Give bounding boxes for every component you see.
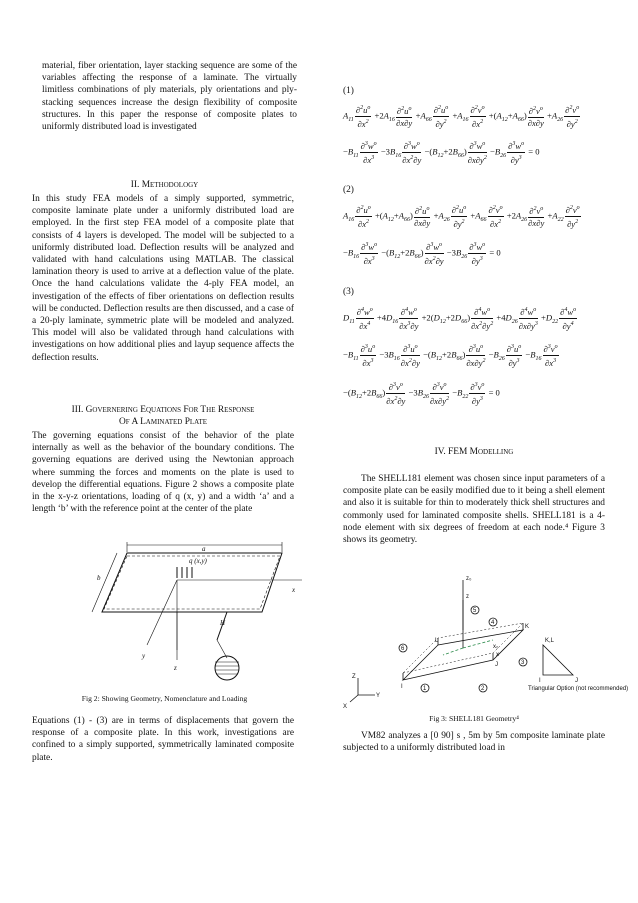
- methodology-heading: II. Methodology: [130, 180, 199, 190]
- fem-paragraph: The SHELL181 element was chosen since input parameters of a composite plate can be easily modified due to it being a shell element and also it is suitable for thin to moderately thick shell structures and commonly used for laminated composite shells. SHELL181 is a 4-node element with six degrees of freedom at each node.⁴ Figure 3 shows its geometry.: [343, 474, 605, 546]
- fig3-node-j: J: [495, 662, 498, 668]
- figure-2-plate-diagram: [77, 540, 297, 690]
- eq-label-2: (2): [343, 185, 354, 195]
- eq-label-3: (3): [343, 287, 354, 297]
- fig3-label-z: z: [466, 594, 469, 600]
- fig3-node-k: K: [525, 624, 530, 630]
- eq-label-1: (1): [343, 86, 354, 96]
- governing-paragraph: The governing equations consist of the behavior of the plate internally as well as the behavior of the boundary conditions. The governing equations are derived using the Newtonian approach where summing the forces and moments on the plate is used to develop the differential equations. Figure 2 shows a composite plate in the x-y-z orientations, loading of q (x, y) and a width ‘a’ and a length ‘b’ with the reference point at the center of the plate: [32, 431, 294, 515]
- governing-heading-line2: Of A Laminated Plate: [118, 417, 208, 427]
- equation-1-line-2: $-B_{11}$ $\frac{\partial^3w^o}{\partial x^3}$ $-3B_{16}$ $\frac{\partial^3w^o}{\partial x^2\partial y}$ $-(B_{12}+2B_{66})$ $\frac{\partial^3w^o}{\partial x\partial y^2}$ $-B_{26}$ $\frac{\partial^3w^o}{\partial y^3}$ = 0: [343, 140, 540, 165]
- equations-paragraph: Equations (1) - (3) are in terms of displacements that govern the response of a composite plate. In this work, investigations are confined to a simply supported, symmetrically laminated composite plate.: [32, 716, 294, 763]
- fig3-node-j-tri: J: [575, 678, 578, 684]
- fig3-face-3: 3: [521, 660, 525, 666]
- fig3-face-4: 4: [491, 620, 495, 626]
- fig3-face-5: 5: [473, 608, 477, 614]
- fig3-label-zo: z₀: [466, 576, 472, 582]
- fig2-label-q: q (x,y): [189, 557, 207, 565]
- methodology-paragraph: In this study FEA models of a simply supported, symmetric, composite laminate plate under a uniformly distributed load are employed. In the first step FEA model of a composite plate that consists of 4 layers is developed. The model will be subjected to a uniformly distributed load. Deflection results will be analyzed and validated with hand calculations using MATLAB. The classical lamination theory is used to arrive at a deflection value of the plate. Once the hand calculations validate the 4-ply FEA model, an investigation of the effects of fiber orientations on deflection results will be conducted. Deflection results are then discussed, and a case of a 20-ply laminate, symmetric plate will be modeled and analyzed. This model will also be validated through hand calculations with investigations on how additional plies and layup sequence affects the deflection results.: [32, 194, 294, 363]
- fig3-label-Y: Y: [376, 693, 381, 699]
- equation-3-line-1: $D_{11}$ $\frac{\partial^4w^o}{\partial x^4}$ $+4D_{16}$ $\frac{\partial^4w^o}{\partial x^3\partial y}$ $+2(D_{12}+2D_{66})$ $\frac{\partial^4w^o}{\partial x^2\partial y^2}$ $+4D_{26}$ $\frac{\partial^4w^o}{\partial x\partial y^3}$ $+D_{22}$ $\frac{\partial^4w^o}{\partial y^4}$: [343, 306, 577, 331]
- figure-2-caption: Fig 2: Showing Geometry, Nomenclature and Loading: [81, 694, 248, 703]
- fig3-label-X: X: [343, 704, 348, 710]
- fig3-node-l: L: [435, 638, 439, 644]
- fig3-node-i-tri: I: [539, 678, 541, 684]
- fig2-label-z: z: [174, 664, 177, 672]
- equation-3-line-3: $-(B_{12}+2B_{66})$ $\frac{\partial^3v^o}{\partial x^2\partial y}$ $-3B_{26}$ $\frac{\partial^3v^o}{\partial x\partial y^2}$ $-B_{22}$ $\frac{\partial^3v^o}{\partial y^3}$ = 0: [343, 381, 500, 406]
- fig3-node-kl: K,L: [545, 638, 555, 644]
- equation-2-line-2: $-B_{16}$ $\frac{\partial^3w^o}{\partial x^3}$ $-(B_{12}+2B_{66})$ $\frac{\partial^3w^o}{\partial x^2\partial y}$ $-3B_{26}$ $\frac{\partial^3w^o}{\partial y^3}$ = 0: [343, 241, 501, 266]
- vm82-paragraph: VM82 analyzes a [0 90] s , 5m by 5m composite laminate plate subjected to a uniformly distributed load in: [343, 731, 605, 754]
- fig3-label-xo: x₀: [493, 644, 499, 650]
- fig2-label-a: a: [202, 545, 206, 553]
- intro-paragraph: material, fiber orientation, layer stacking sequence are some of the variables affecting the response of a laminate. The virtually limitless combinations of ply materials, ply orientations and ply-stacking sequences increase the design flexibility of composite structures. In this paper the response of composite plates to uniformly distributed load is investigated: [42, 61, 297, 133]
- governing-heading-line1: III. Governering Equations For The Response: [71, 405, 255, 415]
- fem-heading: IV. FEM Modelling: [434, 447, 514, 457]
- fig3-label-x: x: [496, 652, 499, 658]
- equation-2-line-1: $A_{16}$ $\frac{\partial^2u^o}{\partial x^2}$ $+(A_{12}+A_{66})$ $\frac{\partial^2u^o}{\partial x\partial y}$ $+A_{26}$ $\frac{\partial^2u^o}{\partial y^2}$ $+A_{66}$ $\frac{\partial^2v^o}{\partial x^2}$ $+2A_{26}$ $\frac{\partial^2v^o}{\partial x\partial y}$ $+A_{22}$ $\frac{\partial^2v^o}{\partial y^2}$: [343, 204, 580, 229]
- fig3-face-2: 2: [481, 686, 485, 692]
- equation-1-line-1: $A_{11}$ $\frac{\partial^2u^o}{\partial x^2}$ $+2A_{16}$ $\frac{\partial^2u^o}{\partial x\partial y}$ $+A_{66}$ $\frac{\partial^2u^o}{\partial y^2}$ $+A_{16}$ $\frac{\partial^2v^o}{\partial x^2}$ $+(A_{12}+A_{66})$ $\frac{\partial^2v^o}{\partial x\partial y}$ $+A_{26}$ $\frac{\partial^2v^o}{\partial y^2}$: [343, 104, 580, 129]
- fig3-label-Z: Z: [352, 674, 356, 680]
- fig2-label-y: y: [142, 652, 146, 660]
- fig2-label-h: H: [220, 619, 226, 627]
- fig3-face-1: 1: [423, 686, 427, 692]
- equation-3-line-2: $-B_{11}$ $\frac{\partial^3u^o}{\partial x^3}$ $-3B_{16}$ $\frac{\partial^3u^o}{\partial x^2\partial y}$ $-(B_{12}+2B_{66})$ $\frac{\partial^3u^o}{\partial x\partial y^2}$ $-B_{26}$ $\frac{\partial^3u^o}{\partial y^3}$ $-B_{16}$ $\frac{\partial^3v^o}{\partial x^3}$: [343, 343, 558, 368]
- fig2-label-b: b: [97, 574, 101, 582]
- fig3-node-i: I: [401, 684, 403, 690]
- fig3-triangular-note: Triangular Option (not recommended): [528, 686, 629, 692]
- figure-3-shell181-diagram: [343, 570, 629, 720]
- fig3-face-6: 6: [401, 646, 405, 652]
- figure-3-caption: Fig 3: SHELL181 Geometry⁴: [429, 714, 519, 723]
- fig2-label-x: x: [292, 586, 296, 594]
